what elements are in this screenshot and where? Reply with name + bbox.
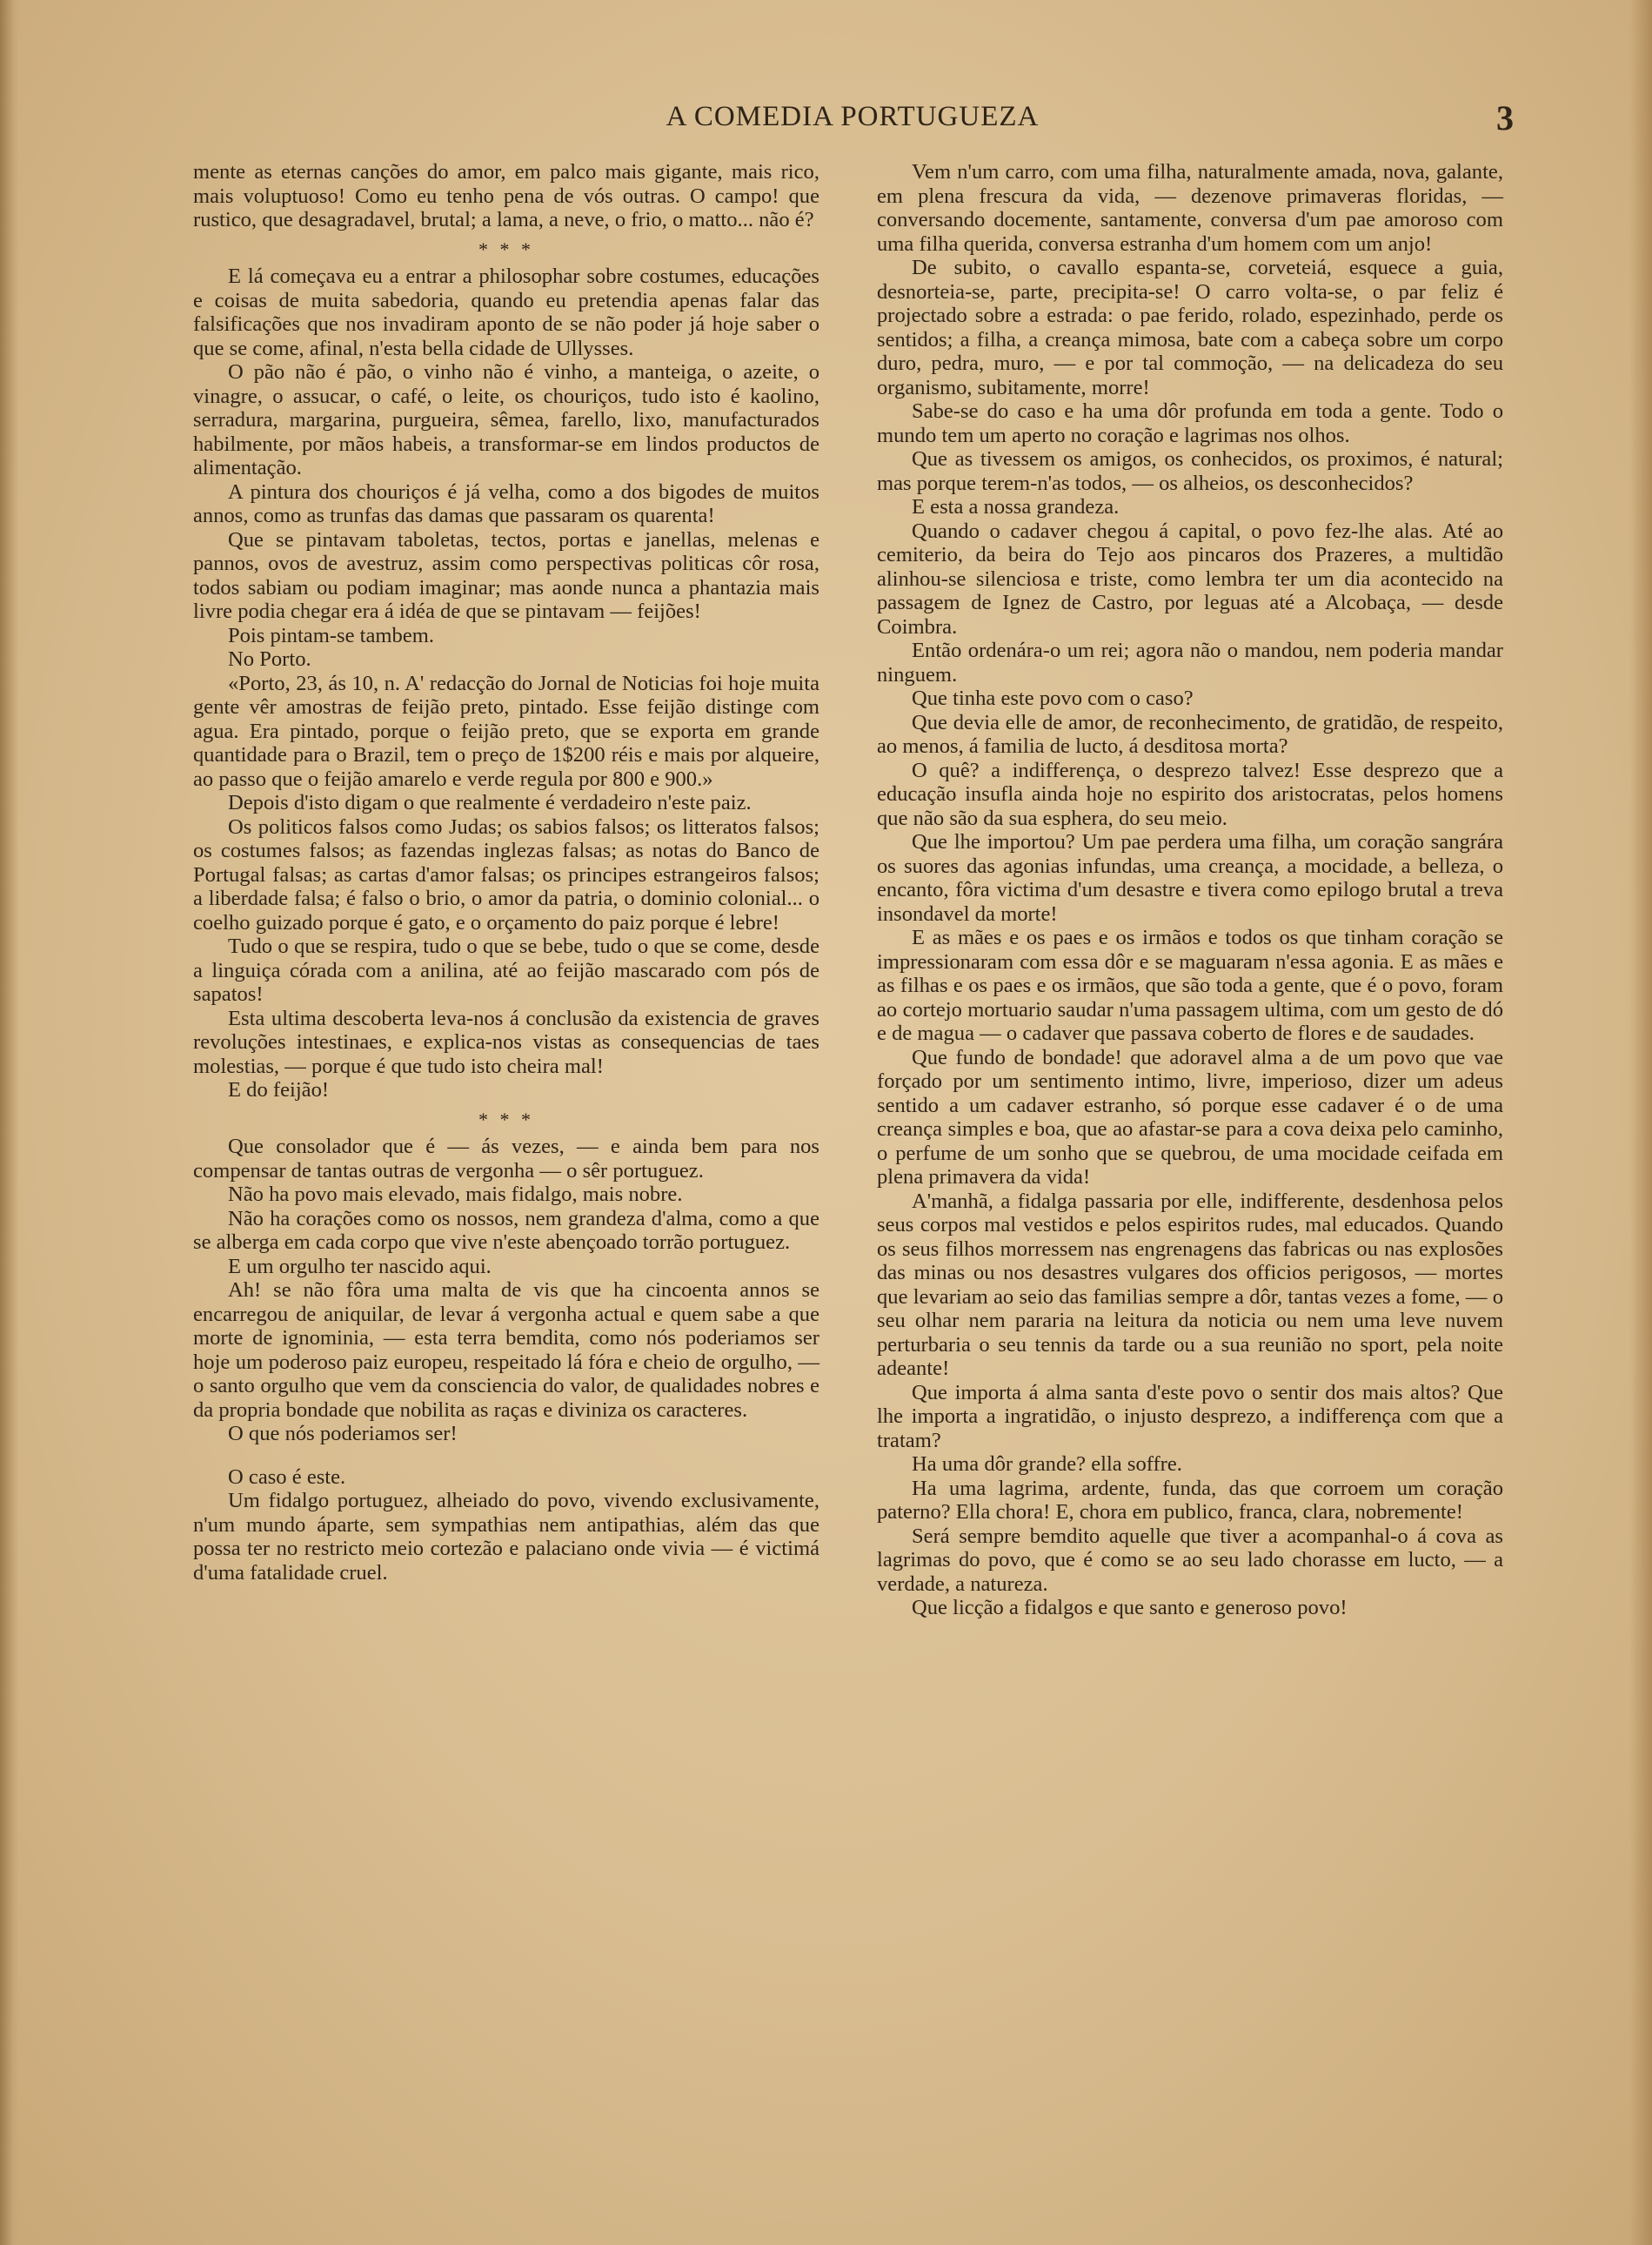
left-column-paragraph: Esta ultima descoberta leva-nos á conclusão da existencia de graves revoluções intestinaes, e explica-nos vistas as consequencias de taes molestias, — porque é que tudo isto cheira mal!	[193, 1006, 819, 1078]
right-column-paragraph: Vem n'um carro, com uma filha, naturalmente amada, nova, galante, em plena frescura da vida, — dezenove primaveras floridas, — conversando docemente, santamente, conversa d'um pae amoroso com uma filha querida, conversa estranha d'um homem com um anjo!	[877, 160, 1503, 256]
right-column-paragraph: Que importa á alma santa d'este povo o sentir dos mais altos? Que lhe importa a ingratidão, o injusto desprezo, a indifferença com que a tratam?	[877, 1380, 1503, 1452]
right-column-paragraph: Que tinha este povo com o caso?	[912, 687, 1194, 710]
left-column-paragraph: mente as eternas canções do amor, em palco mais gigante, mais rico, mais voluptuoso! Como eu tenho pena de vós outras. O campo! que rustico, que desagradavel, brutal; a lama, a neve, o frio, o matto... não é?	[193, 160, 819, 231]
right-column-paragraph: Que as tivessem os amigos, os conhecidos, os proximos, é natural; mas porque terem-n'as todos, — os alheios, os desconhecidos?	[877, 447, 1503, 495]
right-column-paragraph: Ha uma lagrima, ardente, funda, das que corroem um coração paterno? Ella chora! E, chora em publico, franca, clara, nobremente!	[877, 1476, 1503, 1524]
left-column-paragraph: E lá começava eu a entrar a philosophar sobre costumes, educações e coisas de muita sabedoria, quando eu pretendia apenas falar das falsificações que nos invadiram aponto de se não poder já hoje saber o que se come, afinal, n'esta bella cidade de Ullysses.	[193, 265, 819, 360]
left-column-paragraph: O que nós poderiamos ser!	[228, 1422, 458, 1445]
left-column-paragraph: E um orgulho ter nascido aqui.	[228, 1254, 492, 1278]
left-column-paragraph: Os politicos falsos como Judas; os sabios falsos; os litteratos falsos; os costumes falsos; as fazendas inglezas falsas; as notas do Banco de Portugal falsas; as cartas d'amor falsas; os principes estrangeiros falsos; a liberdade falsa; é falso o brio, o amor da patria, o dominio colonial... o coelho guizado porque é gato, e o orçamento do paiz porque é lebre!	[193, 814, 819, 935]
right-column-paragraph: Quando o cadaver chegou á capital, o povo fez-lhe alas. Até ao cemiterio, da beira do Tejo aos pincaros dos Prazeres, a multidão alinhou-se silenciosa e triste, como lembra ter um dia acontecido na passagem de Ignez de Castro, por leguas até a Alcobaça, — desde Coimbra.	[877, 519, 1503, 639]
right-column-paragraph: Será sempre bemdito aquelle que tiver a acompanhal-o á cova as lagrimas do povo, que é como se ao seu lado chorasse em lucto, — a verdade, a natureza.	[877, 1524, 1503, 1596]
left-column-paragraph: Tudo o que se respira, tudo o que se bebe, tudo o que se come, desde a linguiça córada com a anilina, até ao feijão mascarado com pós de sapatos!	[193, 935, 819, 1006]
left-column-paragraph: Que consolador que é — ás vezes, — e ainda bem para nos compensar de tantas outras de vergonha — o sêr portuguez.	[193, 1135, 819, 1183]
right-column-paragraph: Ha uma dôr grande? ella soffre.	[912, 1452, 1182, 1476]
left-column-paragraph: E do feijão!	[228, 1078, 330, 1102]
page-left-edge	[0, 0, 19, 2245]
section-separator: * * *	[478, 1108, 534, 1130]
left-column-paragraph: O pão não é pão, o vinho não é vinho, a manteiga, o azeite, o vinagre, o assucar, o café, o leite, os chouriços, tudo isto é kaolino, serradura, margarina, purgueira, sêmea, farello, lixo, manufacturados habilmente, por mãos habeis, a transformar-se em lindos productos de alimentação.	[193, 360, 819, 479]
right-column-paragraph: Sabe-se do caso e ha uma dôr profunda em toda a gente. Todo o mundo tem um aperto no coração e lagrimas nos olhos.	[877, 399, 1503, 447]
left-column-paragraph: Não ha corações como os nossos, nem grandeza d'alma, como a que se alberga em cada corpo que vive n'este abençoado torrão portuguez.	[193, 1206, 819, 1254]
page-right-edge	[1629, 0, 1652, 2245]
left-column-paragraph: A pintura dos chouriços é já velha, como a dos bigodes de muitos annos, como as trunfas das damas que passaram os quarenta!	[193, 479, 819, 527]
page-number: 3	[1496, 98, 1514, 137]
left-column-paragraph: Um fidalgo portuguez, alheiado do povo, vivendo exclusivamente, n'um mundo áparte, sem sympathias nem antipathias, além das que possa ter no restricto meio cortezão e palaciano onde vivia — é victimá d'uma fatalidade cruel.	[193, 1489, 819, 1585]
left-column-paragraph: Depois d'isto digam o que realmente é verdadeiro n'este paiz.	[228, 791, 752, 814]
left-column-paragraph: No Porto.	[228, 647, 311, 671]
left-column-paragraph: «Porto, 23, ás 10, n. A' redacção do Jornal de Noticias foi hoje muita gente vêr amostras de feijão preto, pintado. Esse feijão distinge com agua. Era pintado, porque o feijão preto, que se exporta em grande quantidade para o Brazil, tem o preço de 1$200 réis e mais por alqueire, ao passo que o feijão amarelo e verde regula por 800 e 900.»	[193, 671, 819, 791]
left-column-paragraph: Ah! se não fôra uma malta de vis que ha cincoenta annos se encarregou de aniquilar, de levar á vergonha actual e quem sabe a que morte de ignominia, — esta terra bemdita, como nós poderiamos ser hoje um poderoso paiz europeu, respeitado lá fóra e cheio de orgulho, — o santo orgulho que vem da consciencia do valor, de qualidades nobres e da propria bondade que nobilita as raças e diviniza os caracteres.	[193, 1278, 819, 1422]
left-column-paragraph: Pois pintam-se tambem.	[228, 623, 435, 647]
right-column	[877, 160, 1503, 1620]
right-column-paragraph: Que licção a fidalgos e que santo e generoso povo!	[912, 1596, 1348, 1619]
right-column-paragraph: A'manhã, a fidalga passaria por elle, indifferente, desdenhosa pelos seus corpos mal vestidos e pelos espiritos rudes, mal educados. Quando os seus filhos morressem nas engrenagens das fabricas ou nas explosões das minas ou nos desastres vulgares dos officios perigosos, — mortes que levariam ao seio das familias sempre a dôr, tantas vezes a fome, — o seu olhar nem pararia na leitura da noticia ou nem uma leve nuvem perturbaria o seu tennis da tarde ou a sua reunião no sport, pela noite adeante!	[877, 1189, 1503, 1380]
left-column-paragraph: Não ha povo mais elevado, mais fidalgo, mais nobre.	[228, 1183, 683, 1206]
left-column-paragraph: Que se pintavam taboletas, tectos, portas e janellas, melenas e pannos, ovos de avestruz, assim como perspectivas politicas côr rosa, todos sabiam ou podiam imaginar; mas aonde nunca a phantazia mais livre podia chegar era á idéa de que se pintavam — feijões!	[193, 527, 819, 623]
right-column-paragraph: O quê? a indifferença, o desprezo talvez! Esse desprezo que a educação insufla ainda hoje no espirito dos aristocratas, pelos homens que não são da sua esphera, do seu meio.	[877, 758, 1503, 830]
section-separator: * * *	[478, 238, 534, 260]
right-column-paragraph: E esta a nossa grandeza.	[912, 495, 1120, 519]
publication-title: A COMEDIA PORTUGUEZA	[665, 101, 1040, 132]
right-column-paragraph: E as mães e os paes e os irmãos e todos os que tinham coração se impressionaram com essa dôr e se maguaram n'essa agonia. E as mães e as filhas e os paes e os irmãos, que são toda a gente, que é o povo, foram ao cortejo mortuario saudar n'uma passagem ultima, com um gesto de dó e de magua — o cadaver que passava coberto de flores e de saudades.	[877, 926, 1503, 1045]
right-column-paragraph: Então ordenára-o um rei; agora não o mandou, nem poderia mandar ninguem.	[877, 639, 1503, 687]
right-column-paragraph: Que fundo de bondade! que adoravel alma a de um povo que vae forçado por um sentimento intimo, livre, imperioso, dizer um adeus sentido a um cadaver estranho, só porque esse cadaver é o de uma creança simples e boa, que ao afastar-se para a cova deixa pelo caminho, o perfume de um sonho que se quebrou, de uma mocidade ceifada em plena primavera da vida!	[877, 1045, 1503, 1189]
right-column-paragraph: De subito, o cavallo espanta-se, corveteiá, esquece a guia, desnorteia-se, parte, precipita-se! O carro volta-se, o par feliz é projectado sobre a estrada: o pae ferido, rolado, espezinhado, perde os sentidos; a filha, a creança mimosa, bate com a cabeça sobre um corpo duro, pedra, muro, — e por tal commoção, — na delicadeza do seu organismo, subitamente, morre!	[877, 256, 1503, 399]
right-column-paragraph: Que devia elle de amor, de reconhecimento, de gratidão, de respeito, ao menos, á familia de lucto, á desditosa morta?	[877, 710, 1503, 758]
left-column-paragraph: O caso é este.	[228, 1464, 346, 1489]
page-header	[191, 97, 1514, 150]
left-column	[193, 160, 819, 1585]
right-column-paragraph: Que lhe importou? Um pae perdera uma filha, um coração sangrára os suores das agonias infundas, uma creança, a mocidade, a belleza, o encanto, fôra victima d'um desastre e tivera como epilogo brutal a treva insondavel da morte!	[877, 830, 1503, 926]
